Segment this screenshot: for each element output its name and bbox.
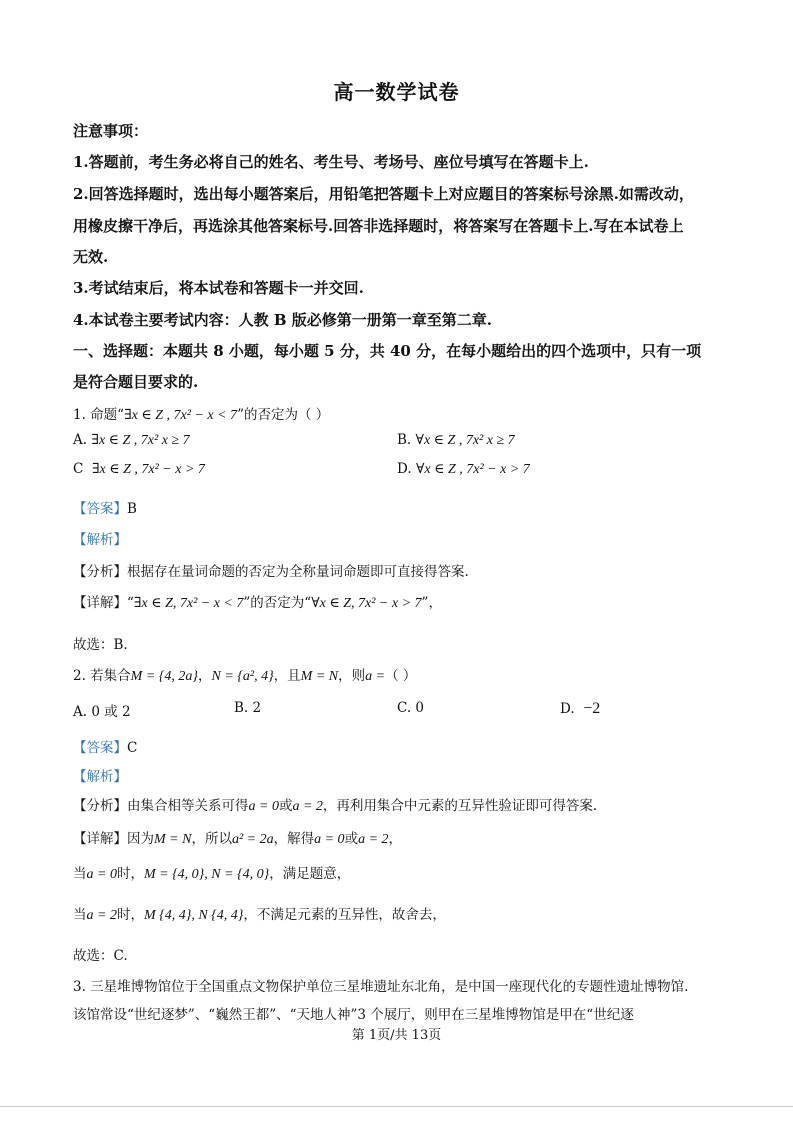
q2-detail-d: 或: [344, 831, 359, 847]
q1-option-a-math: ∃x ∈ Z , 7x² x ≥ 7: [91, 433, 190, 448]
q2-detail-math-1: M = N: [154, 832, 192, 847]
detail-tag: 【详解】: [73, 595, 127, 611]
q2-case-1: [73, 862, 350, 883]
q1-stem-prefix: 1. 命题“: [73, 407, 125, 423]
answer-tag: 【答案】: [73, 501, 127, 517]
q2-detail: [73, 827, 402, 848]
q2-option-c: C. 0: [397, 700, 425, 716]
q2-fenxi: [73, 794, 597, 815]
q1-detail-mid: ”的否定为“: [243, 595, 312, 611]
q2-stem: [73, 664, 416, 685]
notice-item-1: 1.答题前，考生务必将自己的姓名、考生号、考场号、座位号填写在答题卡上.: [73, 153, 589, 171]
q2-case2-c: ，不满足元素的互异性，故舍去，: [243, 907, 446, 923]
q1-option-b-math: ∀x ∈ Z , 7x² x ≥ 7: [415, 433, 515, 448]
q2-case1-math-2: M = {4, 0}, N = {4, 0}: [143, 867, 270, 882]
q1-detail-quote-open: “: [127, 595, 134, 611]
q2-detail-math-2: a² = 2a: [231, 832, 274, 847]
q2-stem-mid-2: ，则: [338, 668, 366, 684]
q2-stem-suffix: （ ）: [385, 668, 417, 684]
q2-stem-math-4: a =: [365, 669, 386, 684]
page-title: 高一数学试卷: [333, 80, 460, 104]
q2-option-b: B. 2: [234, 700, 262, 716]
q2-conclusion: 故选：C.: [73, 948, 128, 964]
notice-heading: 注意事项：: [73, 122, 149, 140]
q2-case-2: [73, 903, 446, 924]
q1-detail: [73, 591, 442, 612]
q2-case1-b: 时，: [116, 866, 144, 882]
q2-answer-value: C: [127, 740, 138, 756]
fenxi-tag: 【分析】: [73, 564, 127, 580]
page-footer: 第 1页/共 13页: [351, 1028, 442, 1043]
q1-option-a-label: A.: [73, 432, 88, 448]
q2-detail-c: ，解得: [273, 831, 315, 847]
q2-stem-mid: ，且: [273, 668, 301, 684]
q1-option-b: [397, 432, 515, 449]
q2-fenxi-c: ，再利用集合中元素的互异性验证即可得答案.: [322, 798, 598, 814]
q2-detail-math-3: a = 0: [314, 832, 345, 847]
q2-case1-c: ，满足题意，: [269, 866, 351, 882]
q1-stem-math: ∃x ∈ Z , 7x² − x < 7: [124, 408, 238, 423]
answer-tag: 【答案】: [73, 740, 127, 756]
q2-case2-math-2: M {4, 4}, N {4, 4}: [143, 908, 244, 923]
q2-detail-e: ，: [388, 831, 403, 847]
q2-stem-math-3: M = N: [300, 669, 339, 684]
q2-case1-a: 当: [73, 866, 87, 882]
q1-detail-end: ”，: [421, 595, 442, 611]
notice-item-2-line-3: 无效.: [73, 248, 109, 266]
q2-stem-math-1: M = {4, 2a}: [130, 669, 198, 684]
section-heading-line-2: 是符合题目要求的.: [73, 373, 199, 391]
q2-case1-math-1: a = 0: [86, 867, 117, 882]
q1-detail-math-1: ∃x ∈ Z, 7x² − x < 7: [133, 596, 244, 611]
q1-answer: [73, 497, 137, 517]
q1-stem: [73, 403, 329, 424]
q2-fenxi-b: 或: [278, 798, 293, 814]
q1-option-c: [73, 461, 205, 478]
q1-option-c-math: ∃x ∈ Z , 7x² − x > 7: [91, 462, 205, 477]
q2-detail-math-4: a = 2: [358, 832, 389, 847]
q2-stem-prefix: 2. 若集合: [73, 668, 131, 684]
q2-fenxi-math-1: a = 0: [248, 799, 279, 814]
q1-stem-suffix: ”的否定为（ ）: [237, 407, 330, 423]
q2-option-d: [560, 700, 600, 718]
q1-analysis-tag: 【解析】: [73, 532, 127, 548]
q1-option-d-label: D.: [397, 461, 412, 477]
q2-case2-math-1: a = 2: [86, 908, 117, 923]
q1-option-d-math: ∀x ∈ Z , 7x² − x > 7: [415, 462, 530, 477]
q1-conclusion: 故选：B.: [73, 637, 128, 653]
q1-detail-math-2: ∀x ∈ Z, 7x² − x > 7: [311, 596, 422, 611]
q2-option-a: A. 0 或 2: [73, 704, 131, 720]
q1-option-d: [397, 461, 530, 478]
q2-stem-sep: ，: [197, 668, 212, 684]
notice-item-2-line-1: 2.回答选择题时，选出每小题答案后，用铅笔把答题卡上对应题目的答案标号涂黑.如需改动，: [73, 185, 694, 203]
q1-option-c-label: C: [73, 461, 84, 477]
page-bottom-divider: [0, 1106, 793, 1107]
detail-tag: 【详解】: [73, 831, 127, 847]
q2-detail-a: 因为: [127, 831, 154, 847]
q2-option-d-math: −2: [583, 700, 601, 717]
q1-answer-value: B: [127, 501, 137, 517]
section-heading-line-1: 一、选择题：本题共 8 小题，每小题 5 分，共 40 分，在每小题给出的四个选项中，只有一项: [73, 342, 702, 360]
q1-option-b-label: B.: [397, 432, 412, 448]
q2-option-d-label: D.: [560, 701, 575, 717]
q2-fenxi-a: 由集合相等关系可得: [127, 798, 249, 814]
q1-fenxi: [73, 560, 469, 580]
q2-fenxi-math-2: a = 2: [292, 799, 323, 814]
q1-option-a: [73, 432, 190, 449]
q2-case2-b: 时，: [116, 907, 144, 923]
notice-item-2-line-2: 用橡皮擦干净后，再选涂其他答案标号.回答非选择题时，将答案写在答题卡上.写在本试卷上: [73, 217, 684, 235]
notice-item-4: 4.本试卷主要考试内容：人教 B 版必修第一册第一章至第二章.: [73, 311, 493, 329]
notice-item-3: 3.考试结束后，将本试卷和答题卡一并交回.: [73, 279, 364, 297]
q3-stem-line-1: 3. 三星堆博物馆位于全国重点文物保护单位三星堆遗址东北角，是中国一座现代化的专题性遗址博物馆.: [73, 979, 689, 995]
q2-detail-b: ，所以: [191, 831, 232, 847]
q1-fenxi-text: 根据存在量词命题的否定为全称量词命题即可直接得答案.: [127, 564, 469, 580]
q3-stem-line-2: 该馆常设“世纪逐梦”、“巍然王都”、“天地人神”3 个展厅，则甲在三星堆博物馆是甲在“世纪逐: [73, 1007, 634, 1023]
fenxi-tag: 【分析】: [73, 798, 127, 814]
q2-analysis-tag: 【解析】: [73, 769, 127, 785]
q2-case2-a: 当: [73, 907, 87, 923]
q2-stem-math-2: N = {a², 4}: [211, 669, 274, 684]
q2-answer: [73, 736, 137, 756]
